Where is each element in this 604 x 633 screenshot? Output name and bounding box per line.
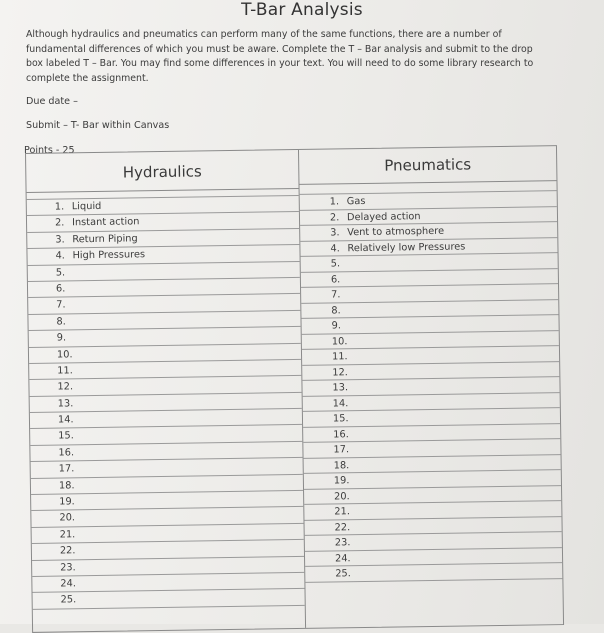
- row-number: 14.: [333, 396, 347, 411]
- row-number: 8.: [56, 314, 70, 330]
- row-number: 25.: [61, 593, 75, 609]
- row-number: 1.: [330, 194, 344, 209]
- row-entry: Return Piping: [72, 233, 138, 245]
- row-number: 3.: [55, 232, 69, 248]
- row-number: 20.: [59, 511, 73, 527]
- row-number: 18.: [334, 458, 348, 473]
- row-number: 12.: [332, 365, 346, 380]
- row-number: 4.: [330, 241, 344, 256]
- row-entry: Gas: [347, 196, 366, 207]
- pneumatics-header: Pneumatics: [299, 146, 556, 185]
- row-number: 10.: [332, 334, 346, 349]
- row-number: 5.: [331, 256, 345, 271]
- hydraulics-header: Hydraulics: [26, 150, 299, 193]
- row-number: 19.: [59, 494, 73, 510]
- row-number: 9.: [331, 318, 345, 333]
- pneumatics-column: [299, 146, 563, 628]
- row-number: 16.: [333, 427, 347, 442]
- row-number: 24.: [335, 551, 349, 566]
- row-number: 23.: [60, 560, 74, 576]
- row-number: 6.: [56, 281, 70, 297]
- row-number: 19.: [334, 473, 348, 488]
- row-number: 11.: [57, 363, 71, 379]
- row-entry: Relatively low Pressures: [347, 241, 465, 254]
- row-number: 20.: [334, 489, 348, 504]
- row-entry: Liquid: [72, 201, 102, 212]
- row-number: 14.: [58, 412, 72, 428]
- row-number: 21.: [334, 504, 348, 519]
- row-number: 22.: [334, 520, 348, 535]
- row-number: 15.: [58, 429, 72, 445]
- row-number: 23.: [335, 535, 349, 550]
- row-number: 5.: [56, 265, 70, 281]
- row-number: 2.: [330, 210, 344, 225]
- table-row[interactable]: [33, 589, 305, 609]
- t-bar-table: [25, 145, 564, 633]
- row-entry: High Pressures: [72, 249, 145, 261]
- submit-line: Submit – T- Bar within Canvas: [26, 120, 169, 131]
- pneumatics-list: [300, 191, 563, 582]
- row-number: 10.: [57, 347, 71, 363]
- row-number: 2.: [55, 216, 69, 232]
- row-number: 17.: [59, 462, 73, 478]
- row-number: 6.: [331, 272, 345, 287]
- points-line: Points - 25: [24, 145, 75, 156]
- row-number: 24.: [60, 576, 74, 592]
- row-number: 21.: [60, 527, 74, 543]
- row-number: 13.: [332, 380, 346, 395]
- row-number: 4.: [55, 249, 69, 265]
- row-number: 9.: [57, 330, 71, 346]
- row-number: 15.: [333, 411, 347, 426]
- hydraulics-list: [27, 196, 305, 610]
- row-number: 1.: [55, 199, 69, 215]
- row-number: 18.: [59, 478, 73, 494]
- row-entry: Instant action: [72, 217, 140, 229]
- row-number: 22.: [60, 544, 74, 560]
- due-date-line: Due date –: [26, 96, 78, 107]
- row-number: 13.: [58, 396, 72, 412]
- table-row[interactable]: [305, 563, 562, 582]
- row-number: 17.: [333, 442, 347, 457]
- row-number: 11.: [332, 349, 346, 364]
- row-entry: Delayed action: [347, 211, 421, 223]
- row-number: 7.: [56, 298, 70, 314]
- row-number: 7.: [331, 287, 345, 302]
- row-number: 3.: [330, 225, 344, 240]
- row-number: 12.: [57, 380, 71, 396]
- row-number: 8.: [331, 303, 345, 318]
- row-number: 25.: [335, 566, 349, 581]
- hydraulics-column: [26, 150, 306, 632]
- row-number: 16.: [58, 445, 72, 461]
- page-title: T-Bar Analysis: [0, 0, 604, 20]
- instructions-paragraph: Although hydraulics and pneumatics can perform many of the same functions, there are a number of fundamental differences of which you must be aware. Complete the T – Bar analysis and submit to the drop box labeled T – Bar. You may find some differences in your text. You will need to do some library research to complete the assignment.: [26, 28, 546, 86]
- row-entry: Vent to atmosphere: [347, 226, 444, 238]
